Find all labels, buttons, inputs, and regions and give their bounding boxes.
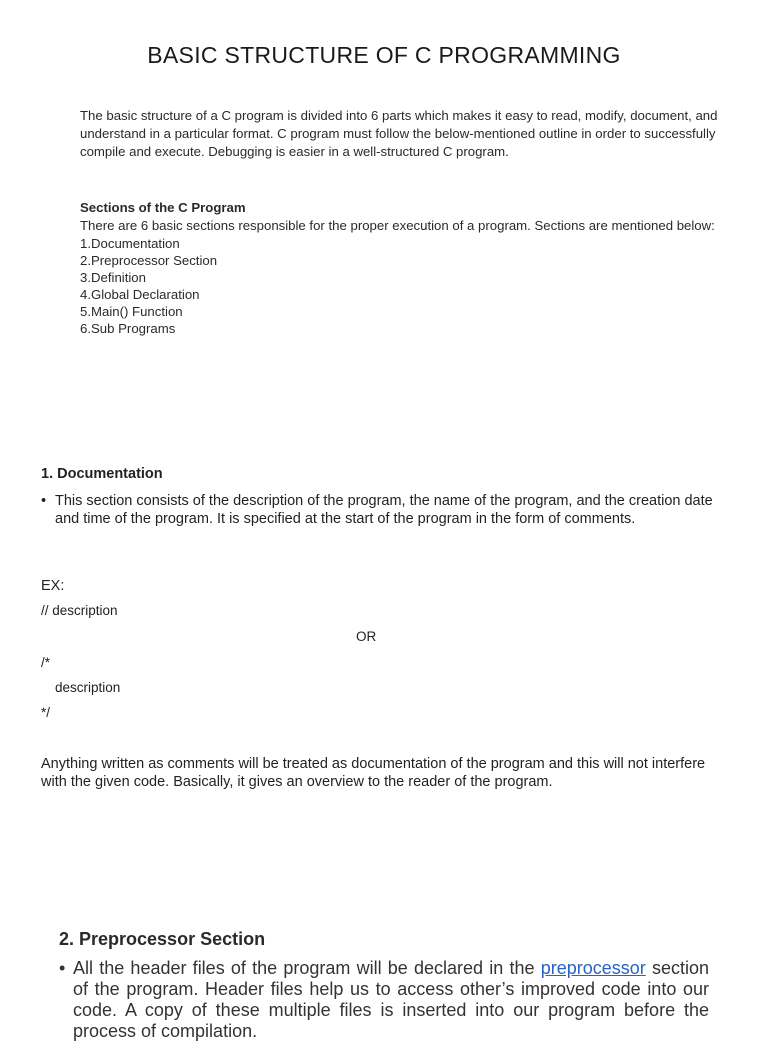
- page-title: BASIC STRUCTURE OF C PROGRAMMING: [147, 42, 621, 68]
- bullet-icon: •: [41, 493, 47, 509]
- preprocessor-bullet-text: [73, 958, 709, 1042]
- documentation-heading: 1. Documentation: [41, 466, 163, 482]
- example-label: EX:: [41, 578, 65, 594]
- sections-list: [80, 235, 750, 337]
- code-or-separator: OR: [356, 629, 377, 644]
- preprocessor-bullet-text-start: All the header files of the program will be declared in the: [73, 958, 541, 978]
- section-item-global-declaration: 4.Global Declaration: [80, 287, 200, 302]
- preprocessor-bullet: [59, 958, 709, 1042]
- sections-heading: Sections of the C Program: [80, 200, 246, 215]
- documentation-bullet: [41, 492, 721, 528]
- sections-block: [80, 199, 750, 337]
- bullet-icon: •: [59, 958, 66, 978]
- code-single-line-comment: // description: [41, 603, 118, 618]
- preprocessor-link[interactable]: preprocessor: [540, 958, 646, 978]
- documentation-paragraph: Anything written as comments will be treated as documentation of the program and this will not interfere with the given code. Basically, it gives an overview to the reader of the program.: [41, 756, 706, 790]
- code-block-comment-open: /*: [41, 655, 51, 670]
- preprocessor-heading: 2. Preprocessor Section: [59, 929, 266, 949]
- section-item-definition: 3.Definition: [80, 270, 146, 285]
- section-item-documentation: 1.Documentation: [80, 236, 180, 251]
- code-block-comment-description: description: [55, 680, 121, 695]
- documentation-bullet-text: This section consists of the description of the program, the name of the program, and the creation date and time of the program. It is specified at the start of the program in the form of comments.: [55, 493, 713, 527]
- sections-description: There are 6 basic sections responsible for the proper execution of a program. Sections are mentioned below:: [80, 218, 715, 233]
- code-block-comment-close: */: [41, 705, 51, 720]
- preprocessor-bullet-text-end: section of the program. Header files help us to access other’s improved code into our code. A copy of these multiple files is inserted into our program before the process of compilation.: [73, 958, 709, 1041]
- intro-paragraph: The basic structure of a C program is divided into 6 parts which makes it easy to read, modify, document, and understand in a particular format. C program must follow the below-mentioned outline in order to successfully compile and execute. Debugging is easier in a well-structured C program.: [80, 108, 718, 159]
- section-item-sub-programs: 6.Sub Programs: [80, 321, 176, 336]
- section-item-main-function: 5.Main() Function: [80, 304, 183, 319]
- section-item-preprocessor: 2.Preprocessor Section: [80, 253, 218, 268]
